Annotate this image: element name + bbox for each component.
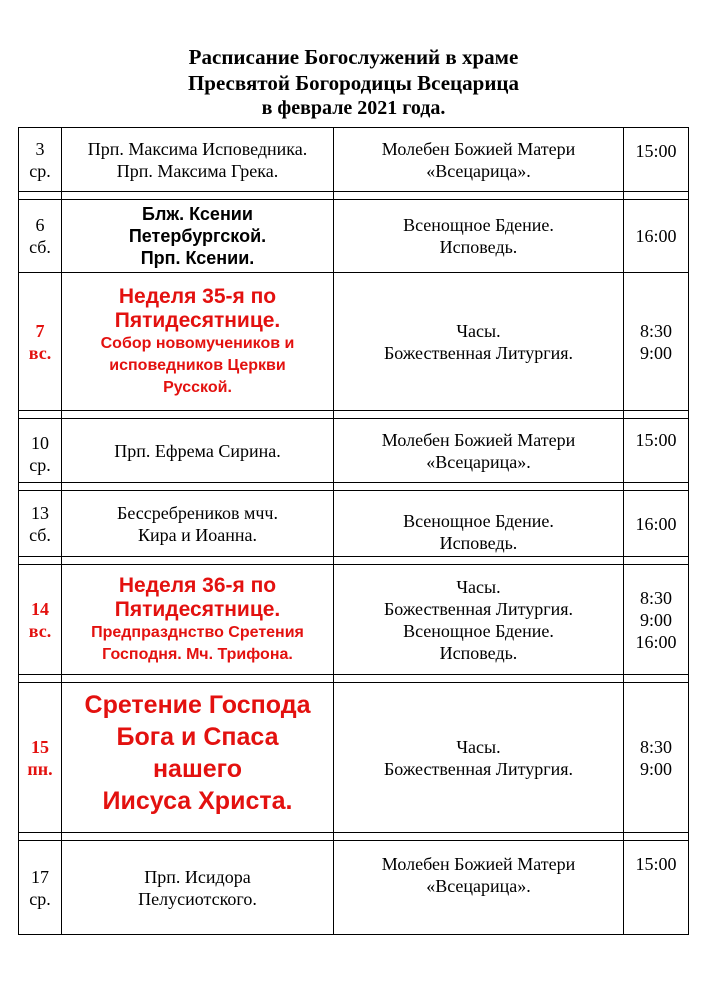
service-line: «Всецарица».	[426, 160, 531, 181]
service-cell	[334, 273, 624, 411]
feast-line: Прп. Ксении.	[140, 248, 255, 268]
day-cell	[19, 273, 62, 411]
feast-cell	[62, 419, 334, 483]
day-number: 6	[35, 215, 45, 235]
time-value: 16:00	[635, 513, 677, 534]
feast-line: Прп. Ефрема Сирина.	[114, 440, 281, 461]
feast-line: Пелусиотского.	[138, 888, 257, 909]
row-gap	[19, 411, 689, 419]
service-line: Часы.	[456, 576, 501, 597]
feast-line: Петербургской.	[128, 226, 267, 246]
title-line-2: Пресвятой Богородицы Всецарица	[187, 71, 520, 95]
time-cell	[624, 419, 689, 483]
table-row	[19, 128, 689, 192]
weekday: сб.	[29, 237, 51, 257]
row-gap	[19, 483, 689, 491]
time-value: 9:00	[639, 609, 672, 630]
weekday: ср.	[29, 455, 51, 475]
feast-title-line: Бога и Спаса	[116, 723, 279, 751]
service-cell	[334, 565, 624, 675]
time-value: 9:00	[639, 342, 672, 363]
feast-cell	[62, 683, 334, 833]
service-line: «Всецарица».	[426, 452, 531, 472]
schedule-table	[18, 127, 689, 935]
row-gap	[19, 557, 689, 565]
service-cell	[334, 419, 624, 483]
feast-line: Русской.	[163, 378, 232, 396]
feast-line: Бессребреников мчч.	[117, 502, 278, 523]
service-line: Всенощное Бдение.	[403, 511, 554, 531]
table-row	[19, 419, 689, 483]
day-cell	[19, 419, 62, 483]
service-line: Божественная Литургия.	[383, 598, 574, 619]
weekday: вс.	[28, 342, 52, 363]
day-cell	[19, 491, 62, 557]
weekday: ср.	[29, 160, 51, 181]
feast-title-line: Пятидесятнице.	[114, 597, 281, 621]
feast-cell	[62, 200, 334, 273]
service-line: Молебен Божией Матери	[381, 138, 576, 159]
feast-title-line: Неделя 35-я по	[118, 284, 277, 308]
time-value: 15:00	[635, 854, 677, 874]
day-cell	[19, 128, 62, 192]
feast-cell	[62, 128, 334, 192]
day-number: 7	[35, 320, 45, 341]
time-value: 8:30	[639, 736, 672, 757]
row-gap	[19, 675, 689, 683]
day-number: 15	[31, 736, 49, 757]
table-row	[19, 200, 689, 273]
time-value: 16:00	[635, 226, 677, 246]
feast-cell	[62, 273, 334, 411]
day-number: 17	[31, 866, 49, 887]
service-cell	[334, 683, 624, 833]
service-line: Молебен Божией Матери	[381, 430, 576, 450]
time-value: 15:00	[635, 141, 677, 161]
time-cell	[624, 491, 689, 557]
service-cell	[334, 841, 624, 935]
service-line: Исповедь.	[439, 642, 518, 663]
weekday: пн.	[27, 758, 53, 779]
feast-line: Прп. Максима Грека.	[116, 160, 279, 181]
feast-cell	[62, 565, 334, 675]
day-number: 14	[31, 598, 49, 619]
day-number: 13	[31, 502, 49, 523]
time-cell	[624, 273, 689, 411]
day-number: 3	[35, 138, 45, 159]
feast-line: Кира и Иоанна.	[137, 524, 257, 545]
feast-title-line: Неделя 36-я по	[118, 573, 277, 597]
time-cell	[624, 565, 689, 675]
table-row	[19, 565, 689, 675]
table-row	[19, 273, 689, 411]
feast-line: Прп. Исидора	[144, 866, 251, 887]
day-cell	[19, 565, 62, 675]
service-line: Божественная Литургия.	[383, 758, 574, 779]
weekday: вс.	[28, 620, 52, 641]
title-line-1: Расписание Богослужений в храме	[188, 45, 519, 69]
time-cell	[624, 128, 689, 192]
feast-title-line: Иисуса Христа.	[102, 787, 293, 815]
service-line: Всенощное Бдение.	[403, 620, 554, 641]
service-line: Часы.	[456, 736, 501, 757]
time-cell	[624, 841, 689, 935]
service-line: Исповедь.	[439, 237, 518, 257]
time-value: 8:30	[639, 320, 672, 341]
schedule-title	[0, 44, 707, 120]
time-value: 15:00	[635, 430, 677, 450]
feast-line: Господня. Мч. Трифона.	[102, 645, 293, 663]
day-cell	[19, 200, 62, 273]
time-cell	[624, 683, 689, 833]
feast-line: исповедников Церкви	[109, 356, 286, 374]
time-value: 8:30	[639, 587, 672, 608]
day-number: 10	[31, 433, 49, 453]
service-cell	[334, 128, 624, 192]
day-cell	[19, 841, 62, 935]
time-value: 9:00	[639, 758, 672, 779]
title-line-3: в феврале 2021 года.	[261, 97, 446, 119]
table-row	[19, 491, 689, 557]
feast-title-line: Сретение Господа	[84, 691, 311, 719]
feast-line: Блж. Ксении	[142, 204, 253, 224]
table-row	[19, 683, 689, 833]
feast-title-line: нашего	[152, 755, 243, 783]
service-line: Часы.	[456, 320, 501, 341]
service-line: Исповедь.	[439, 533, 518, 553]
feast-title-line: Пятидесятнице.	[114, 308, 281, 332]
feast-line: Собор новомучеников и	[100, 334, 295, 352]
service-line: Всенощное Бдение.	[403, 215, 554, 235]
service-line: «Всецарица».	[426, 876, 531, 896]
row-gap	[19, 192, 689, 200]
feast-line: Предпразднство Сретения	[91, 623, 304, 641]
time-cell	[624, 200, 689, 273]
day-cell	[19, 683, 62, 833]
service-cell	[334, 200, 624, 273]
weekday: сб.	[29, 524, 51, 545]
feast-cell	[62, 841, 334, 935]
feast-cell	[62, 491, 334, 557]
table-row	[19, 841, 689, 935]
service-cell	[334, 491, 624, 557]
service-line: Молебен Божией Матери	[381, 854, 576, 874]
feast-line: Прп. Максима Исповедника.	[87, 138, 308, 159]
time-value: 16:00	[635, 631, 677, 652]
row-gap	[19, 833, 689, 841]
service-line: Божественная Литургия.	[383, 342, 574, 363]
weekday: ср.	[29, 888, 51, 909]
